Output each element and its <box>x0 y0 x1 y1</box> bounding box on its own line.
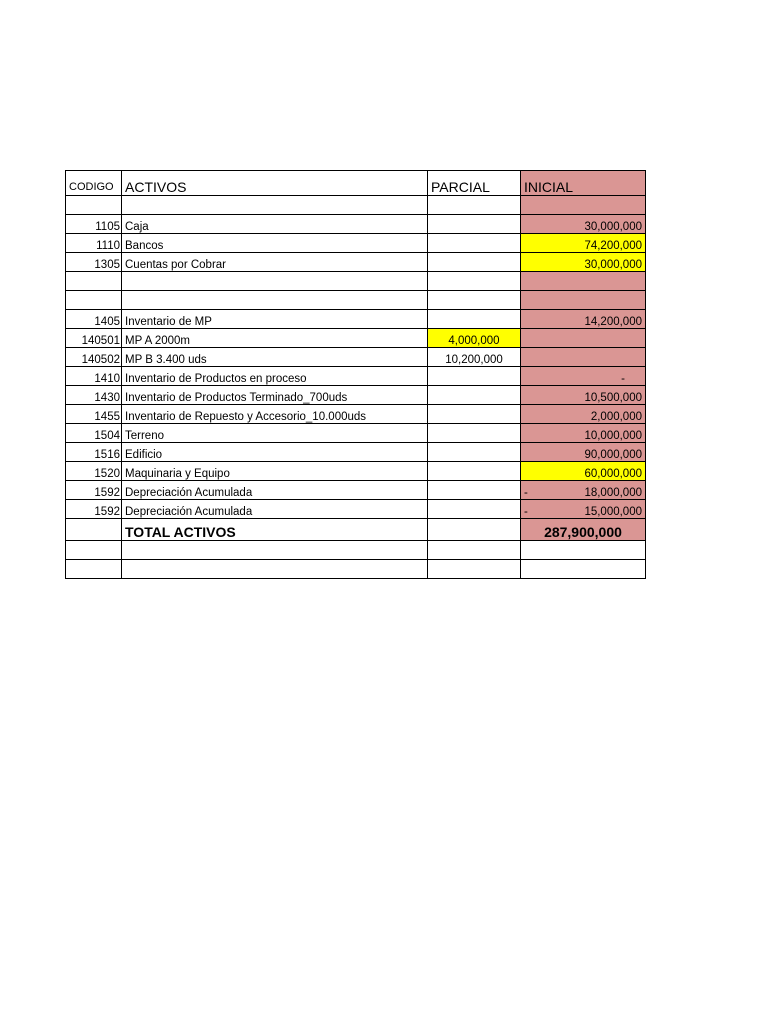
cell[interactable] <box>428 291 521 310</box>
parcial-cell[interactable] <box>428 462 521 481</box>
cell[interactable] <box>428 560 521 579</box>
cell[interactable] <box>428 272 521 291</box>
inicial-cell[interactable]: 10,000,000 <box>521 424 646 443</box>
blank-row <box>66 196 646 215</box>
cell[interactable] <box>428 196 521 215</box>
descripcion-cell[interactable]: Inventario de Repuesto y Accesorio_10.000uds <box>122 405 428 424</box>
codigo-cell[interactable]: 1516 <box>66 443 122 462</box>
descripcion-cell[interactable]: Edificio <box>122 443 428 462</box>
table-row <box>66 348 646 367</box>
inicial-cell[interactable]: 90,000,000 <box>521 443 646 462</box>
parcial-cell[interactable] <box>428 405 521 424</box>
descripcion-cell[interactable]: Inventario de Productos Terminado_700uds <box>122 386 428 405</box>
total-value[interactable]: 287,900,000 <box>521 519 646 541</box>
cell[interactable] <box>66 291 122 310</box>
table-row <box>66 424 646 443</box>
codigo-cell[interactable]: 140502 <box>66 348 122 367</box>
parcial-cell[interactable] <box>428 253 521 272</box>
negative-amount <box>524 506 642 518</box>
descripcion-cell[interactable]: MP A 2000m <box>122 329 428 348</box>
cell[interactable] <box>122 272 428 291</box>
table-row <box>66 462 646 481</box>
cell[interactable] <box>521 541 646 560</box>
cell[interactable] <box>122 560 428 579</box>
cell[interactable] <box>428 519 521 541</box>
header-parcial[interactable]: PARCIAL <box>428 171 521 196</box>
table-row <box>66 329 646 348</box>
inicial-cell[interactable]: 2,000,000 <box>521 405 646 424</box>
parcial-cell[interactable]: 10,200,000 <box>428 348 521 367</box>
codigo-cell[interactable]: 1410 <box>66 367 122 386</box>
table-row <box>66 310 646 329</box>
inicial-cell[interactable] <box>521 500 646 519</box>
codigo-cell[interactable]: 1110 <box>66 234 122 253</box>
minus-sign: - <box>524 506 528 518</box>
inicial-cell[interactable] <box>521 481 646 500</box>
parcial-cell[interactable] <box>428 424 521 443</box>
blank-row <box>66 541 646 560</box>
parcial-cell[interactable]: 4,000,000 <box>428 329 521 348</box>
parcial-cell[interactable] <box>428 386 521 405</box>
codigo-cell[interactable]: 1305 <box>66 253 122 272</box>
header-codigo[interactable]: CODIGO <box>66 171 122 196</box>
descripcion-cell[interactable]: Inventario de MP <box>122 310 428 329</box>
cell[interactable] <box>521 560 646 579</box>
inicial-cell[interactable]: 74,200,000 <box>521 234 646 253</box>
balance-sheet-table <box>65 170 646 579</box>
parcial-cell[interactable] <box>428 481 521 500</box>
table-row <box>66 405 646 424</box>
cell[interactable] <box>122 541 428 560</box>
header-activos[interactable]: ACTIVOS <box>122 171 428 196</box>
descripcion-cell[interactable]: Caja <box>122 215 428 234</box>
cell[interactable] <box>521 291 646 310</box>
amount: 18,000,000 <box>584 487 642 499</box>
parcial-cell[interactable] <box>428 215 521 234</box>
cell[interactable] <box>521 272 646 291</box>
codigo-cell[interactable]: 1520 <box>66 462 122 481</box>
inicial-cell[interactable]: 14,200,000 <box>521 310 646 329</box>
cell[interactable] <box>428 541 521 560</box>
table-row <box>66 367 646 386</box>
codigo-cell[interactable]: 1105 <box>66 215 122 234</box>
total-label[interactable]: TOTAL ACTIVOS <box>122 519 428 541</box>
parcial-cell[interactable] <box>428 500 521 519</box>
table-row <box>66 215 646 234</box>
descripcion-cell[interactable]: Depreciación Acumulada <box>122 481 428 500</box>
inicial-cell[interactable]: 30,000,000 <box>521 253 646 272</box>
table-row <box>66 500 646 519</box>
table-row <box>66 234 646 253</box>
cell[interactable] <box>66 541 122 560</box>
inicial-cell[interactable]: 10,500,000 <box>521 386 646 405</box>
inicial-cell[interactable]: 30,000,000 <box>521 215 646 234</box>
cell[interactable] <box>122 196 428 215</box>
parcial-cell[interactable] <box>428 234 521 253</box>
codigo-cell[interactable]: 1592 <box>66 500 122 519</box>
descripcion-cell[interactable]: Inventario de Productos en proceso <box>122 367 428 386</box>
cell[interactable] <box>521 196 646 215</box>
codigo-cell[interactable]: 1592 <box>66 481 122 500</box>
blank-row <box>66 291 646 310</box>
amount: 15,000,000 <box>584 506 642 518</box>
table-row <box>66 253 646 272</box>
cell[interactable] <box>66 519 122 541</box>
inicial-cell[interactable]: - <box>521 367 646 386</box>
descripcion-cell[interactable]: Depreciación Acumulada <box>122 500 428 519</box>
inicial-cell[interactable]: 60,000,000 <box>521 462 646 481</box>
parcial-cell[interactable] <box>428 443 521 462</box>
codigo-cell[interactable]: 1405 <box>66 310 122 329</box>
descripcion-cell[interactable]: Terreno <box>122 424 428 443</box>
negative-amount <box>524 487 642 499</box>
blank-row <box>66 272 646 291</box>
cell[interactable] <box>66 560 122 579</box>
cell[interactable] <box>66 272 122 291</box>
codigo-cell[interactable]: 140501 <box>66 329 122 348</box>
descripcion-cell[interactable]: Cuentas por Cobrar <box>122 253 428 272</box>
codigo-cell[interactable]: 1455 <box>66 405 122 424</box>
parcial-cell[interactable] <box>428 367 521 386</box>
table-row <box>66 481 646 500</box>
descripcion-cell[interactable]: MP B 3.400 uds <box>122 348 428 367</box>
minus-sign: - <box>524 487 528 499</box>
cell[interactable] <box>66 196 122 215</box>
total-row <box>66 519 646 541</box>
inicial-cell[interactable] <box>521 329 646 348</box>
inicial-cell[interactable] <box>521 348 646 367</box>
table-row <box>66 443 646 462</box>
blank-row <box>66 560 646 579</box>
header-row <box>66 171 646 196</box>
descripcion-cell[interactable]: Maquinaria y Equipo <box>122 462 428 481</box>
cell[interactable] <box>122 291 428 310</box>
header-inicial[interactable]: INICIAL <box>521 171 646 196</box>
codigo-cell[interactable]: 1504 <box>66 424 122 443</box>
parcial-cell[interactable] <box>428 310 521 329</box>
table-row <box>66 386 646 405</box>
descripcion-cell[interactable]: Bancos <box>122 234 428 253</box>
codigo-cell[interactable]: 1430 <box>66 386 122 405</box>
